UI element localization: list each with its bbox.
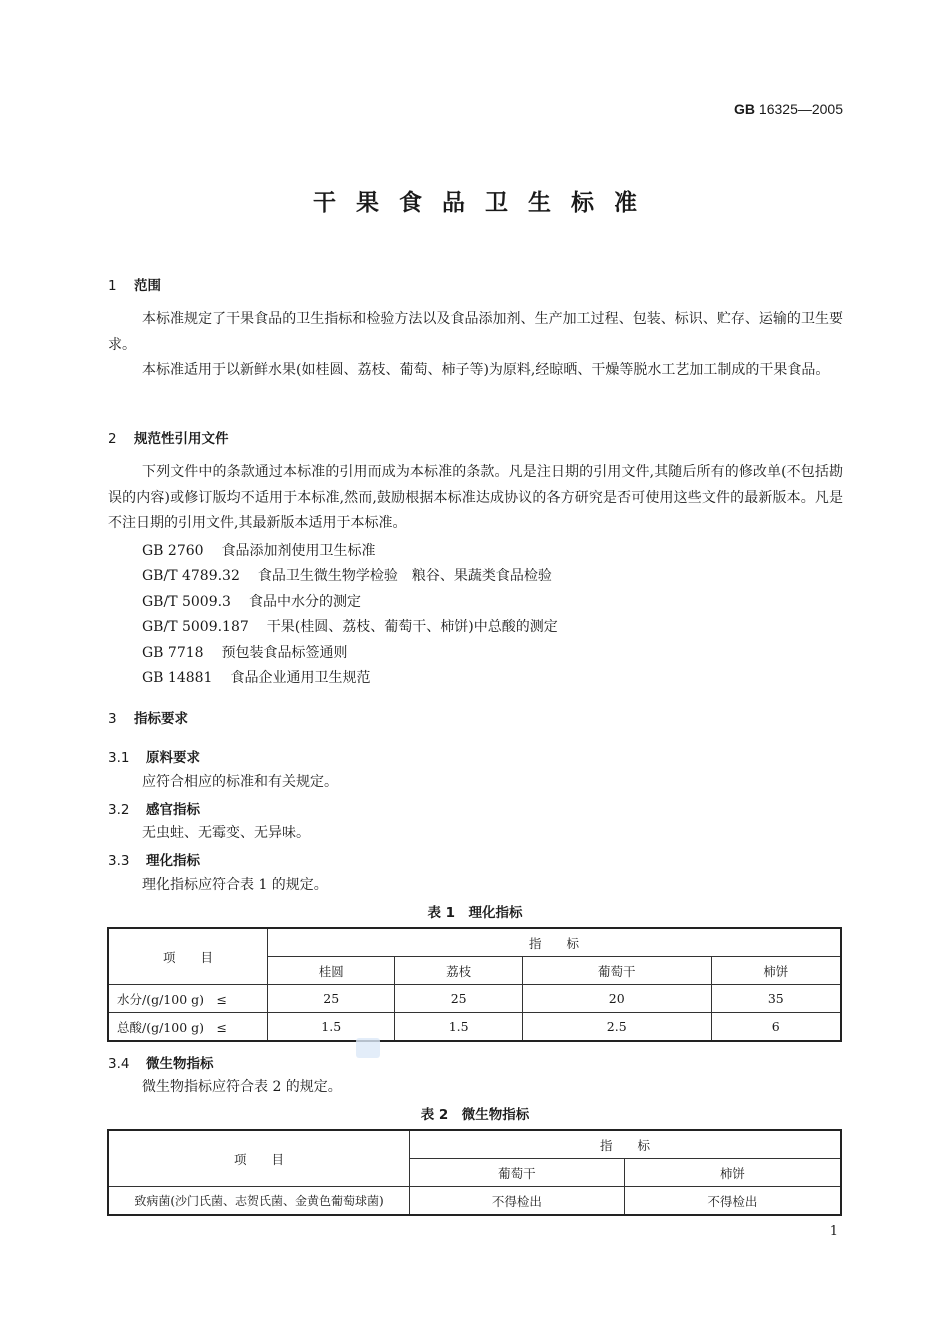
- reference-item: GB 7718 预包装食品标签通则: [142, 645, 348, 661]
- table-2-column-header: 葡萄干: [410, 1159, 625, 1187]
- table-2-item-header: 项 目: [108, 1130, 410, 1187]
- section-3-2-heading: 3.2 感官指标: [108, 802, 200, 818]
- row-label: 致病菌(沙门氏菌、志贺氏菌、金黄色葡萄球菌): [108, 1187, 410, 1216]
- table-2: [107, 1129, 842, 1216]
- reference-item: GB 2760 食品添加剂使用卫生标准: [142, 543, 376, 559]
- section-1-heading: 1 范围: [108, 278, 161, 294]
- reference-item: GB/T 4789.32 食品卫生微生物学检验 粮谷、果蔬类食品检验: [142, 568, 552, 584]
- section-1-paragraph-2: 本标准适用于以新鲜水果(如桂圆、荔枝、葡萄、柿子等)为原料,经晾晒、干燥等脱水工艺加工制成的干果食品。: [142, 362, 830, 378]
- table-cell: 2.5: [522, 1013, 711, 1042]
- table-1-column-header: 葡萄干: [522, 957, 711, 985]
- table-2-index-header: 指 标: [410, 1130, 842, 1159]
- section-3-3-heading: 3.3 理化指标: [108, 853, 200, 869]
- page-number: 1: [829, 1224, 838, 1239]
- section-3-2-text: 无虫蛀、无霉变、无异味。: [142, 825, 310, 841]
- table-1: [107, 927, 842, 1042]
- section-3-4-text: 微生物指标应符合表 2 的规定。: [142, 1079, 342, 1095]
- section-1-paragraph-1: 本标准规定了干果食品的卫生指标和检验方法以及食品添加剂、生产加工过程、包装、标识、贮存、运输的卫生要求。: [108, 311, 843, 353]
- table-1-column-header: 柿饼: [711, 957, 841, 985]
- reference-item: GB/T 5009.3 食品中水分的测定: [142, 594, 361, 610]
- table-row: [108, 1013, 841, 1042]
- section-3-1-heading: 3.1 原料要求: [108, 750, 200, 766]
- section-2-heading: 2 规范性引用文件: [108, 431, 229, 447]
- table-cell: 20: [522, 985, 711, 1013]
- section-3-1-text: 应符合相应的标准和有关规定。: [142, 774, 338, 790]
- section-3-3-text: 理化指标应符合表 1 的规定。: [142, 877, 328, 893]
- table-cell: 1.5: [395, 1013, 522, 1042]
- table-cell: 25: [395, 985, 522, 1013]
- table-cell: 35: [711, 985, 841, 1013]
- table-1-column-header: 荔枝: [395, 957, 522, 985]
- table-cell: 不得检出: [624, 1187, 841, 1216]
- table-1-caption: 表 1 理化指标: [427, 905, 523, 921]
- section-3-heading: 3 指标要求: [108, 711, 188, 727]
- table-row: [108, 985, 841, 1013]
- table-1-column-header: 桂圆: [268, 957, 395, 985]
- standard-number: GB 16325—2005: [734, 101, 843, 117]
- section-3-4-heading: 3.4 微生物指标: [108, 1056, 214, 1072]
- section-2-paragraph: 下列文件中的条款通过本标准的引用而成为本标准的条款。凡是注日期的引用文件,其随后所有的修改单(不包括勘误的内容)或修订版均不适用于本标准,然而,鼓励根据本标准达成协议的各方研究是否可使用这些文件的最新版本。凡是不注日期的引用文件,其最新版本适用于本标准。: [108, 464, 843, 531]
- table-cell: 25: [268, 985, 395, 1013]
- page-title: 干果食品卫生标准: [313, 190, 657, 216]
- table-cell: 6: [711, 1013, 841, 1042]
- row-label: 水分/(g/100 g) ≤: [108, 985, 268, 1013]
- table-cell: 1.5: [268, 1013, 395, 1042]
- table-1-index-header: 指 标: [268, 928, 842, 957]
- table-2-column-header: 柿饼: [624, 1159, 841, 1187]
- table-2-caption: 表 2 微生物指标: [420, 1107, 530, 1123]
- watermark-logo: [356, 1038, 380, 1058]
- table-1-item-header: 项 目: [108, 928, 268, 985]
- reference-item: GB 14881 食品企业通用卫生规范: [142, 670, 371, 686]
- row-label: 总酸/(g/100 g) ≤: [108, 1013, 268, 1042]
- reference-item: GB/T 5009.187 干果(桂圆、荔枝、葡萄干、柿饼)中总酸的测定: [142, 619, 558, 635]
- table-row: [108, 1187, 841, 1216]
- table-cell: 不得检出: [410, 1187, 625, 1216]
